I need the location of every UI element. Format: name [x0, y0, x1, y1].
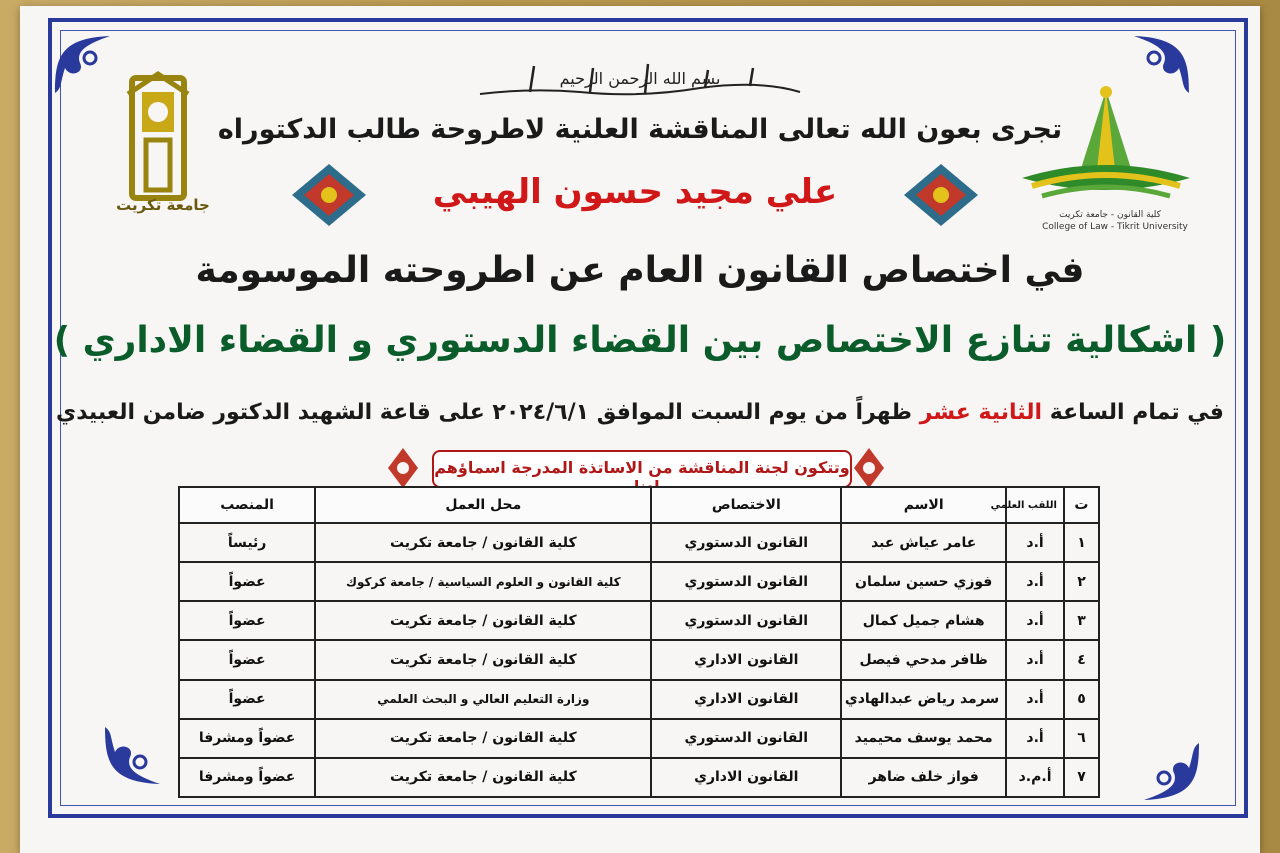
note-ornament-right-icon	[852, 446, 886, 490]
header-position: المنصب	[179, 487, 315, 523]
row-name: محمد يوسف محيميد	[841, 719, 1006, 758]
row-name: ظافر مدحي فيصل	[841, 640, 1006, 679]
row-specialty: القانون الاداري	[651, 758, 841, 797]
row-position: عضواً	[179, 640, 315, 679]
row-workplace: كلية القانون / جامعة تكريت	[315, 601, 651, 640]
row-title: أ.د	[1006, 601, 1064, 640]
row-specialty: القانون الدستوري	[651, 601, 841, 640]
header-name: الاسم	[841, 487, 1006, 523]
college-of-law-logo-arabic: كلية القانون - جامعة تكريت	[1059, 210, 1161, 220]
basmala-calligraphy	[470, 58, 810, 104]
table-row	[179, 680, 1099, 719]
row-workplace: كلية القانون / جامعة تكريت	[315, 719, 651, 758]
tikrit-university-logo-text: جامعة تكريت	[116, 196, 210, 214]
corner-ornament-bottom-left	[100, 722, 170, 792]
row-position: عضواً	[179, 562, 315, 601]
row-title: أ.د	[1006, 523, 1064, 562]
table-row	[179, 601, 1099, 640]
basmala-text: بسم الله الرحمن الرحيم	[559, 69, 721, 88]
announcement-line-1: تجرى بعون الله تعالى المناقشة العلنية لاطروحة طالب الدكتوراه	[217, 114, 1063, 145]
row-num: ٤	[1064, 640, 1099, 679]
row-num: ٥	[1064, 680, 1099, 719]
row-position: عضواً	[179, 601, 315, 640]
table-row	[179, 523, 1099, 562]
header-specialty: الاختصاص	[651, 487, 841, 523]
header-num: ت	[1064, 487, 1099, 523]
row-name: عامر عياش عبد	[841, 523, 1006, 562]
table-row	[179, 562, 1099, 601]
row-num: ٣	[1064, 601, 1099, 640]
schedule-line	[0, 400, 1280, 425]
row-title: أ.م.د	[1006, 758, 1064, 797]
corner-ornament-bottom-right	[1134, 738, 1204, 808]
row-name: سرمد رياض عبدالهادي	[841, 680, 1006, 719]
header-title: اللقب العلمي	[1006, 487, 1064, 523]
row-name: فواز خلف ضاهر	[841, 758, 1006, 797]
row-workplace: كلية القانون و العلوم السياسية / جامعة كركوك	[315, 562, 651, 601]
row-title: أ.د	[1006, 640, 1064, 679]
schedule-part-1: في تمام الساعة	[1049, 400, 1224, 425]
row-num: ٦	[1064, 719, 1099, 758]
row-num: ١	[1064, 523, 1099, 562]
row-specialty: القانون الاداري	[651, 680, 841, 719]
student-name: علي مجيد حسون الهيبي	[432, 172, 838, 212]
college-of-law-logo	[1018, 82, 1194, 212]
row-title: أ.د	[1006, 680, 1064, 719]
committee-note-box	[432, 450, 852, 488]
college-of-law-logo-english: College of Law - Tikrit University	[1042, 222, 1188, 232]
row-specialty: القانون الاداري	[651, 640, 841, 679]
row-specialty: القانون الدستوري	[651, 523, 841, 562]
committee-table	[178, 486, 1100, 798]
header-workplace: محل العمل	[315, 487, 651, 523]
schedule-part-2: ظهراً من يوم السبت الموافق ٢٠٢٤/٦/١ على قاعة الشهيد الدكتور ضامن العبيدي	[56, 400, 913, 425]
schedule-time-highlight: الثانية عشر	[919, 400, 1043, 425]
table-header-row	[179, 487, 1099, 523]
row-num: ٢	[1064, 562, 1099, 601]
row-specialty: القانون الدستوري	[651, 562, 841, 601]
row-workplace: كلية القانون / جامعة تكريت	[315, 758, 651, 797]
row-position: عضواً ومشرفا	[179, 719, 315, 758]
row-position: عضواً	[179, 680, 315, 719]
specialty-line: في اختصاص القانون العام عن اطروحته الموسومة	[195, 250, 1085, 291]
note-ornament-left-icon	[386, 446, 420, 490]
table-row	[179, 640, 1099, 679]
row-workplace: كلية القانون / جامعة تكريت	[315, 640, 651, 679]
student-name-block	[290, 162, 980, 234]
row-title: أ.د	[1006, 562, 1064, 601]
thesis-title: ( اشكالية تنازع الاختصاص بين القضاء الدستوري و القضاء الاداري )	[53, 320, 1227, 361]
row-workplace: كلية القانون / جامعة تكريت	[315, 523, 651, 562]
table-row	[179, 758, 1099, 797]
row-name: هشام جميل كمال	[841, 601, 1006, 640]
table-row	[179, 719, 1099, 758]
row-num: ٧	[1064, 758, 1099, 797]
row-workplace: وزارة التعليم العالي و البحث العلمي	[315, 680, 651, 719]
row-specialty: القانون الدستوري	[651, 719, 841, 758]
row-position: عضواً ومشرفا	[179, 758, 315, 797]
row-position: رئيساً	[179, 523, 315, 562]
committee-note: وتتكون لجنة المناقشة من الاساتذة المدرجة اسماؤهم	[434, 458, 850, 477]
row-name: فوزي حسين سلمان	[841, 562, 1006, 601]
row-title: أ.د	[1006, 719, 1064, 758]
